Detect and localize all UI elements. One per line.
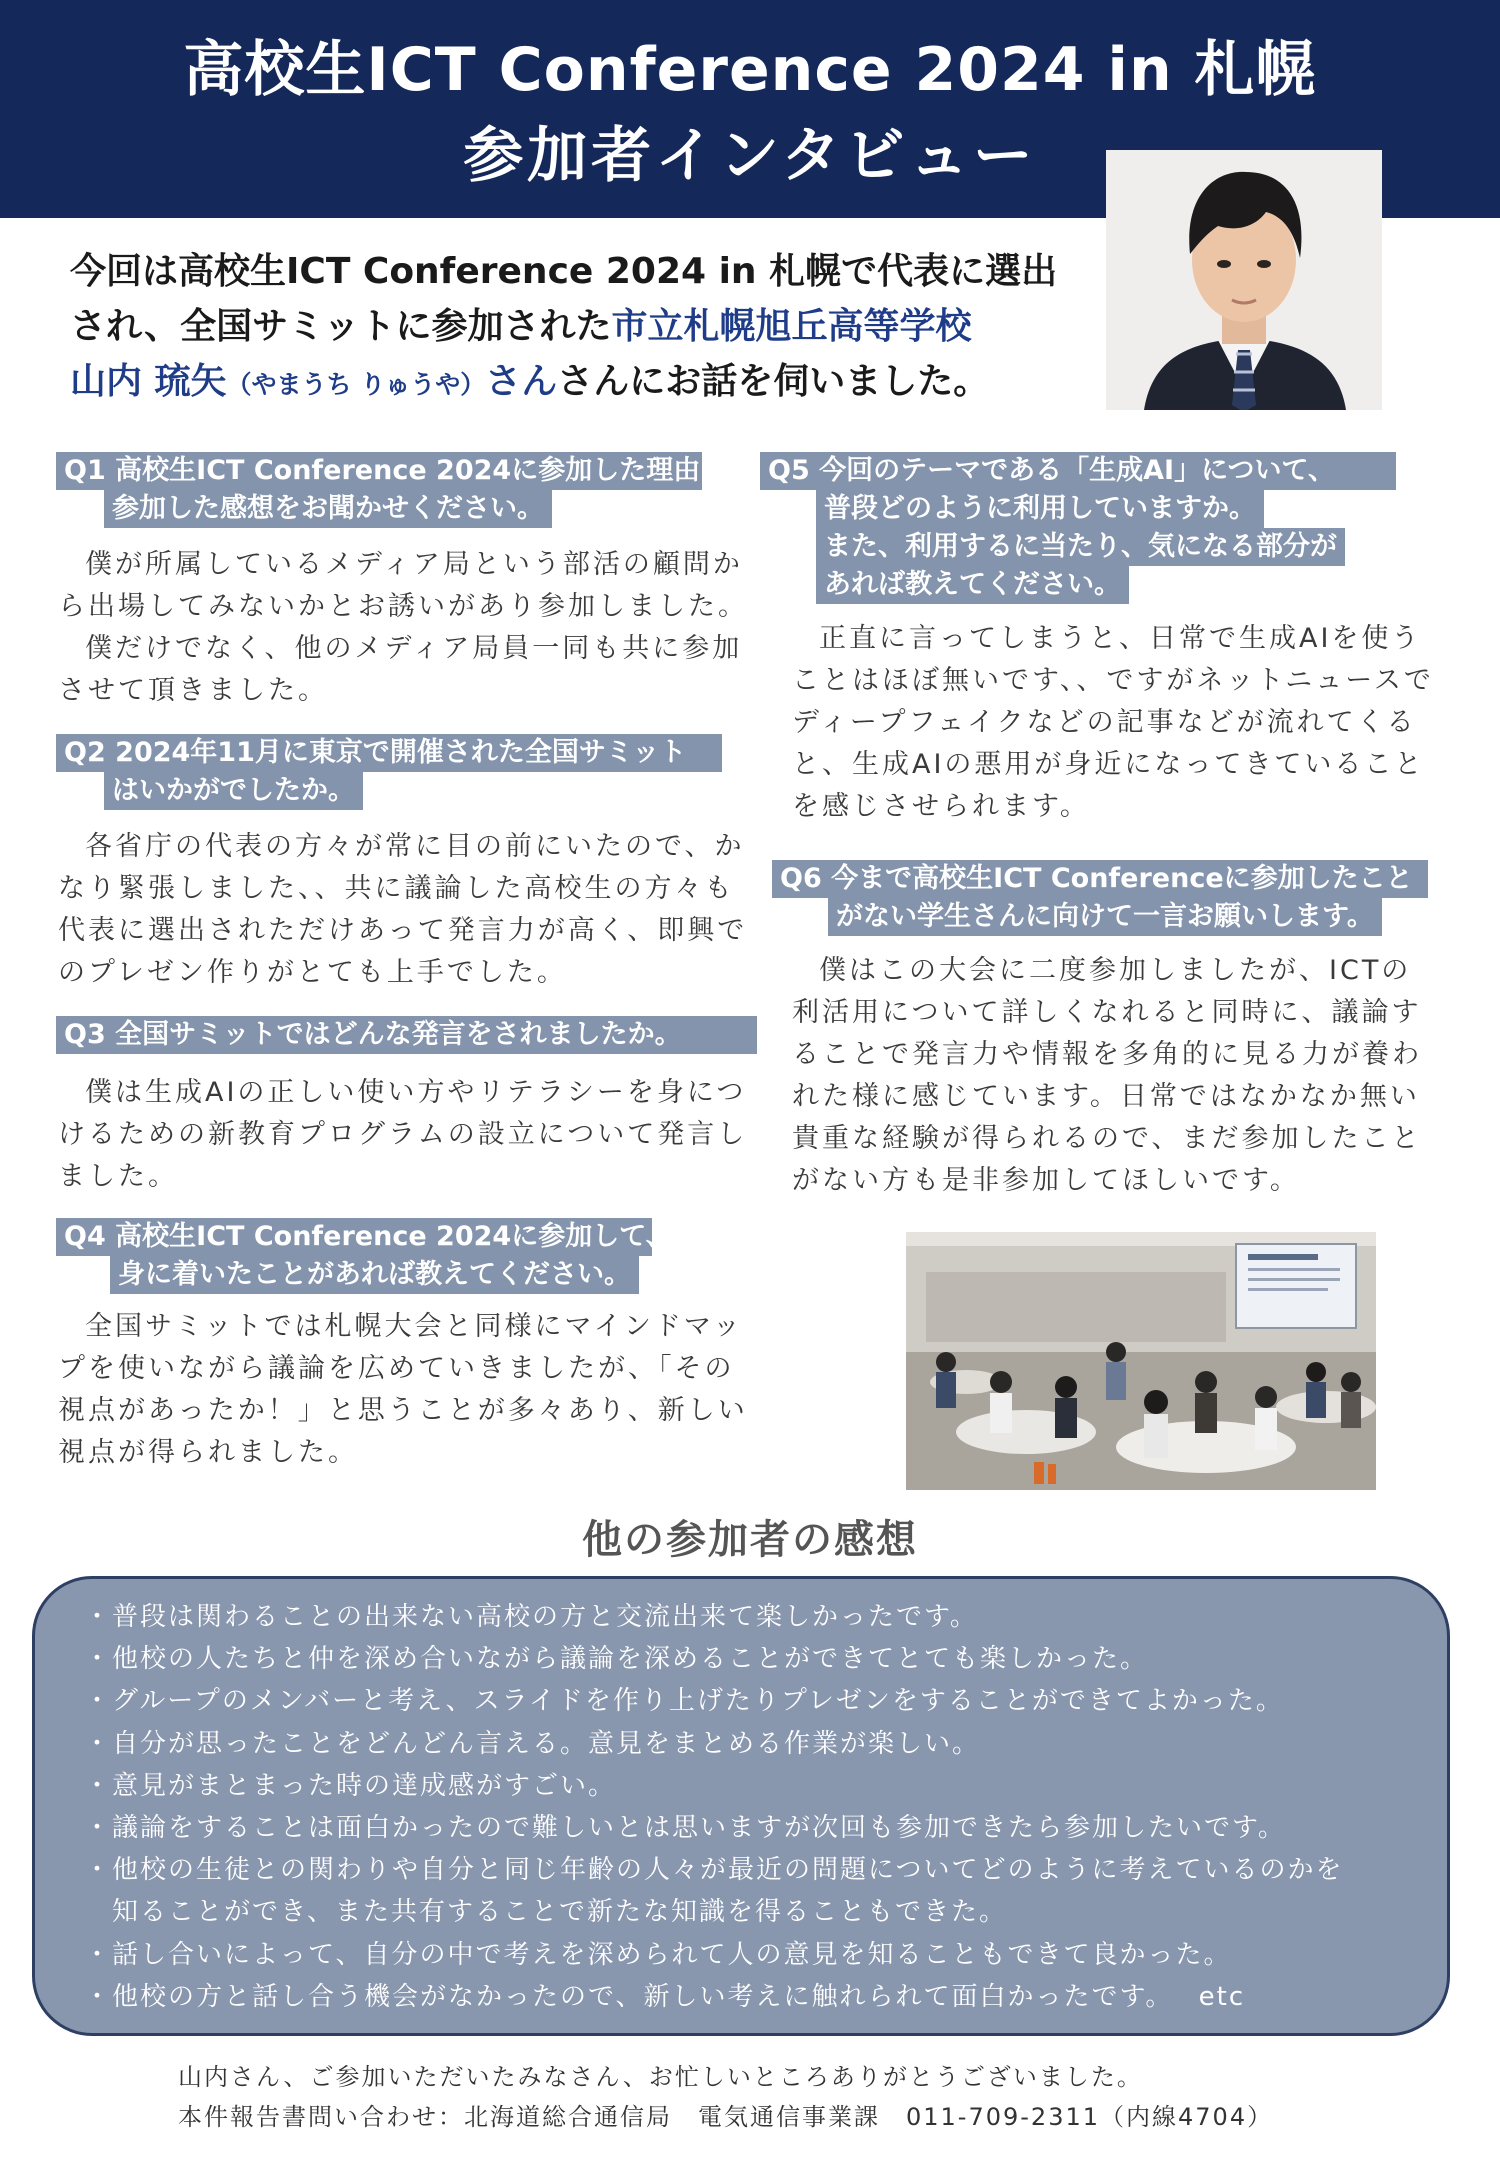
answer-paragraph: 僕は生成AIの正しい使い方やリテラシーを身につけるための新教育プログラムの設立について発言しました。 xyxy=(58,1077,748,1192)
question-line: 高校生ICT Conference 2024に参加した理由と xyxy=(115,455,728,486)
answer-q3 xyxy=(58,1072,758,1198)
answer-paragraph: 各省庁の代表の方々が常に目の前にいたので、かなり緊張しました、、共に議論した高校生の方々も代表に選出されただけあって発言力が高く、即興でのプレゼン作りがとても上手でした。 xyxy=(58,831,748,988)
list-item: ・議論をすることは面白かったので難しいとは思いますが次回も参加できたら参加したいです。 xyxy=(84,1813,1286,1844)
question-line: 全国サミットではどんな発言をされましたか。 xyxy=(115,1019,682,1050)
answer-paragraph: 全国サミットでは札幌大会と同様にマインドマップを使いながら議論を広めていきましたが、「その視点があったか！」と思うことが多々あり、新しい視点が得られました。 xyxy=(58,1311,748,1468)
list-item: ・グループのメンバーと考え、スライドを作り上げたりプレゼンをすることができてよかった。 xyxy=(84,1686,1284,1717)
answer-q4 xyxy=(58,1306,758,1474)
question-heading-q3 xyxy=(56,1016,757,1054)
question-tag: Q6 xyxy=(780,863,822,894)
banner-title: 高校生ICT Conference 2024 in 札幌 xyxy=(183,35,1317,105)
question-line: 今回のテーマである「生成AI」について、 xyxy=(819,455,1336,486)
interviewee-reading: （やまうち りゅうや） xyxy=(226,370,486,399)
answer-q1 xyxy=(58,544,758,712)
footer-thanks: 山内さん、ご参加いただいたみなさん、お忙しいところありがとうございました。 xyxy=(178,2063,1143,2091)
question-line: がない学生さんに向けて一言お願いします。 xyxy=(836,901,1374,932)
list-item: ・話し合いによって、自分の中で考えを深められて人の意見を知ることもできて良かった。 xyxy=(84,1939,1232,1970)
question-heading-q1 xyxy=(56,452,728,490)
question-heading-q2 xyxy=(56,734,722,772)
question-line: はいかがでしたか。 xyxy=(112,775,355,806)
list-item: ・他校の生徒との関わりや自分と同じ年齢の人々が最近の問題についてどのように考えているのかを xyxy=(84,1855,1344,1886)
answer-q2 xyxy=(58,826,758,994)
question-line: 今まで高校生ICT Conferenceに参加したこと xyxy=(831,863,1413,894)
list-item: ・他校の人たちと仲を深め合いながら議論を深めることができてとても楽しかった。 xyxy=(84,1644,1149,1675)
question-heading-q4-cont xyxy=(110,1256,639,1294)
answer-paragraph: 僕が所属しているメディア局という部活の顧問から出場してみないかとお誘いがあり参加しました。 xyxy=(58,549,748,622)
others-list xyxy=(84,1596,1424,2018)
question-heading-q6 xyxy=(772,860,1428,898)
question-tag: Q5 xyxy=(768,455,810,486)
banner-subtitle: 参加者インタビュー xyxy=(463,121,1037,191)
question-line: 高校生ICT Conference 2024に参加して、 xyxy=(115,1221,673,1252)
answer-q5 xyxy=(792,618,1437,828)
portrait-photo xyxy=(1106,150,1382,410)
question-heading-q5-cont3 xyxy=(816,566,1129,604)
list-item: 知ることができ、また共有することで新たな知識を得ることもできた。 xyxy=(84,1897,1007,1928)
question-heading-q5-cont2 xyxy=(816,528,1345,566)
question-heading-q2-cont xyxy=(104,772,363,810)
question-heading-q5-cont1 xyxy=(816,490,1264,528)
question-line: 普段どのように利用していますか。 xyxy=(824,493,1256,524)
question-heading-q1-cont xyxy=(104,490,552,528)
answer-paragraph: 僕はこの大会に二度参加しましたが、ICTの利活用について詳しくなれると同時に、議論することで発言力や情報を多角的に見る力が養われた様に感じています。日常ではなかなか無い貴重な経験が得られるので、まだ参加したことがない方も是非参加してほしいです。 xyxy=(792,955,1422,1196)
answer-paragraph: 正直に言ってしまうと、日常で生成AIを使うことはほぼ無いです、、ですがネットニュースでディープフェイクなどの記事などが流れてくると、生成AIの悪用が身近になってきていることを感じさせられます。 xyxy=(792,623,1434,822)
list-item: ・自分が思ったことをどんどん言える。意見をまとめる作業が楽しい。 xyxy=(84,1728,981,1759)
intro-honorific: さん xyxy=(485,361,558,402)
question-line: 参加した感想をお聞かせください。 xyxy=(112,493,544,524)
question-tag: Q4 xyxy=(64,1221,106,1252)
intro-text-end: さんにお話を伺いました。 xyxy=(557,361,990,402)
question-tag: Q2 xyxy=(64,737,106,768)
intro-text: 今回は高校生ICT Conference 2024 in 札幌で代表に選出され、全国サミットに参加された xyxy=(70,251,1058,347)
others-section-title: 他の参加者の感想 xyxy=(582,1517,918,1563)
question-heading-q6-cont xyxy=(828,898,1382,936)
question-tag: Q1 xyxy=(64,455,106,486)
question-line: あれば教えてください。 xyxy=(824,569,1121,600)
question-heading-q5 xyxy=(760,452,1396,490)
list-item: ・普段は関わることの出来ない高校の方と交流出来て楽しかったです。 xyxy=(84,1602,978,1632)
portrait-illustration xyxy=(1106,150,1382,410)
question-line: また、利用するに当たり、気になる部分が xyxy=(824,531,1337,562)
answer-q6 xyxy=(792,950,1437,1202)
footer-contact: 本件報告書問い合わせ：北海道総合通信局 電気通信事業課 011-709-2311（内線4704） xyxy=(178,2103,1274,2131)
question-heading-q4 xyxy=(56,1218,673,1256)
question-tag: Q3 xyxy=(64,1019,106,1050)
answer-paragraph: 僕だけでなく、他のメディア局員一同も共に参加させて頂きました。 xyxy=(58,633,743,706)
event-scene-illustration xyxy=(906,1232,1376,1490)
question-line: 身に着いたことがあれば教えてください。 xyxy=(118,1259,631,1290)
interviewee-name: 山内 琉矢 xyxy=(70,361,227,402)
event-photo xyxy=(906,1232,1376,1490)
list-item: ・意見がまとまった時の達成感がすごい。 xyxy=(84,1770,617,1801)
school-name: 市立札幌旭丘高等学校 xyxy=(611,306,972,347)
list-item: ・他校の方と話し合う機会がなかったので、新しい考えに触れられて面白かったです。 etc xyxy=(84,1981,1246,2012)
intro-paragraph xyxy=(70,244,1080,412)
question-line: 2024年11月に東京で開催された全国サミット xyxy=(115,737,687,768)
